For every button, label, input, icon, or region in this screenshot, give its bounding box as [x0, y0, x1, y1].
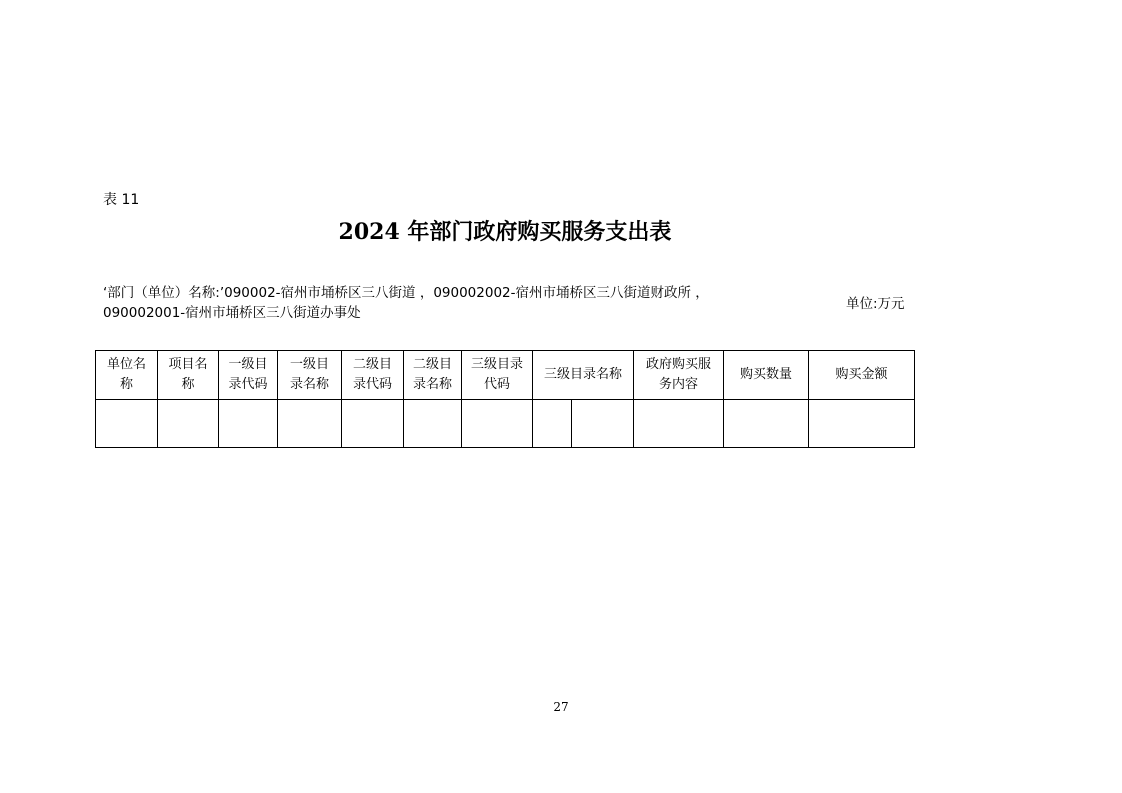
header-cell: 一级目 录代码 [219, 351, 278, 400]
table-cell [724, 400, 809, 448]
department-line-1: ‘部门（单位）名称:’090002-宿州市埇桥区三八街道 ，090002002-宿州市埇桥区三八街道财政所 ， [103, 285, 709, 301]
page-number: 27 [553, 700, 569, 714]
header-cell: 购买数量 [724, 351, 809, 400]
header-cell: 项目名 称 [158, 351, 219, 400]
header-cell: 单位名 称 [96, 351, 158, 400]
purchase-services-table [95, 350, 915, 448]
header-cell: 三级目录名称 [533, 351, 634, 400]
header-cell: 购买金额 [809, 351, 915, 400]
table-row [96, 400, 915, 448]
table-cell [96, 400, 158, 448]
table-cell [462, 400, 533, 448]
header-cell: 二级目 录名称 [404, 351, 462, 400]
table-cell [634, 400, 724, 448]
department-line-2: 090002001-宿州市埇桥区三八街道办事处 [103, 305, 361, 321]
unit-label: 单位:万元 [846, 296, 905, 312]
header-cell: 政府购买服 务内容 [634, 351, 724, 400]
table-header-row [96, 351, 915, 400]
table-cell [533, 400, 572, 448]
department-name [103, 283, 743, 323]
table-cell [219, 400, 278, 448]
header-cell: 三级目录 代码 [462, 351, 533, 400]
table-cell [572, 400, 634, 448]
table-cell [809, 400, 915, 448]
table-cell [278, 400, 342, 448]
table-number-label: 表 11 [103, 192, 140, 208]
table-cell [158, 400, 219, 448]
table-cell [342, 400, 404, 448]
table-cell [404, 400, 462, 448]
page-title: 2024 年部门政府购买服务支出表 [338, 219, 672, 245]
header-cell: 二级目 录代码 [342, 351, 404, 400]
header-cell: 一级目 录名称 [278, 351, 342, 400]
